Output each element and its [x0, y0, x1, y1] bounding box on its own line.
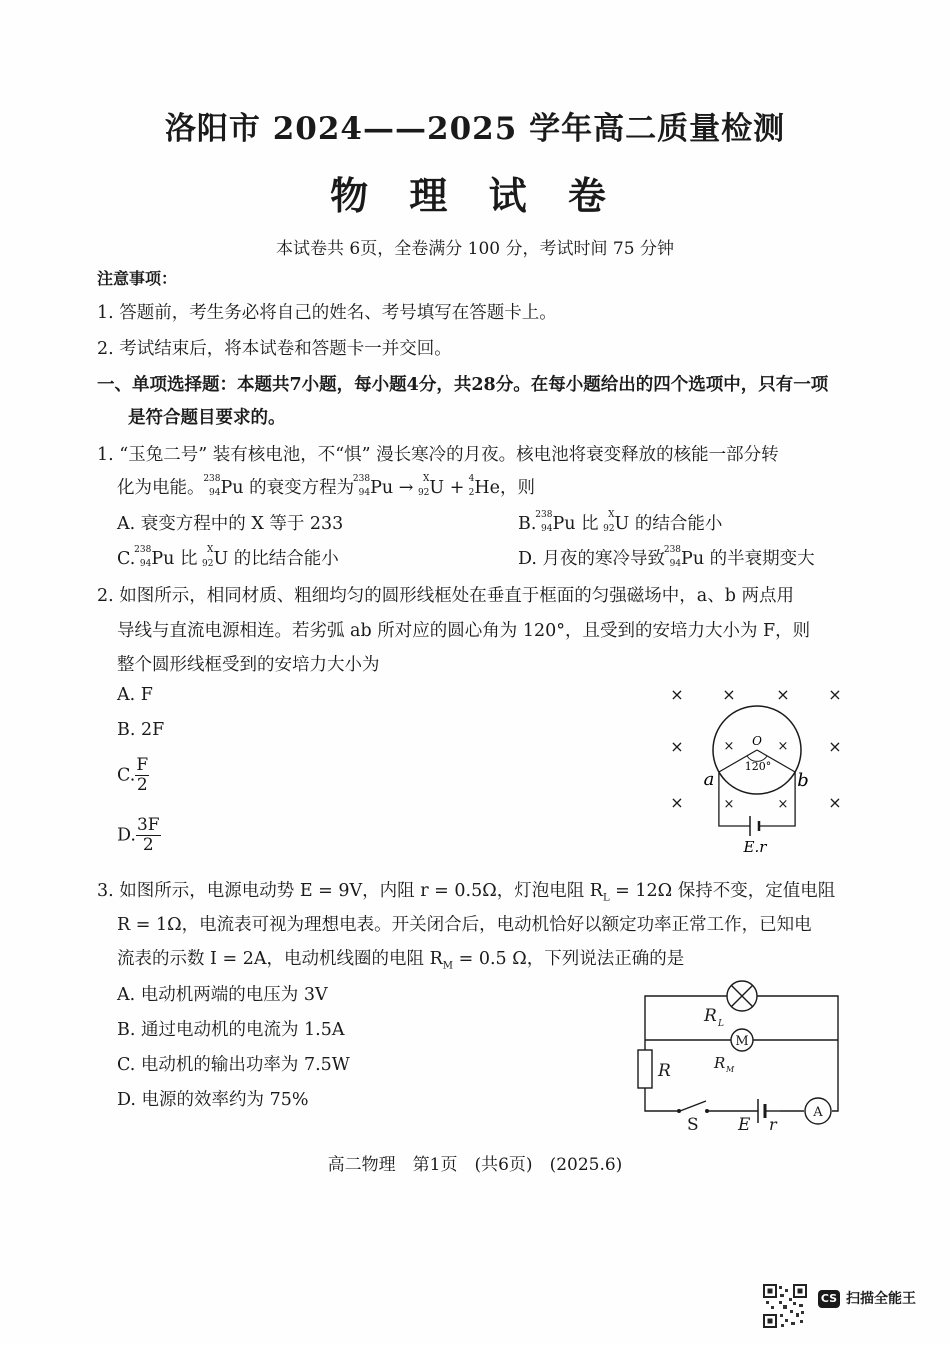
q2-magnetic-field-figure: [655, 678, 855, 868]
q1-stem-line1: 1. “玉兔二号” 装有核电池，不“惧” 漫长寒冷的月夜。核电池将衰变释放的核能一部分转: [97, 445, 779, 465]
emf-label: E: [738, 1115, 751, 1135]
q2-option-c: C. $\frac{F}{2}$: [117, 755, 149, 795]
wire-right-side: [832, 1040, 838, 1111]
note-item-1: 1. 答题前，考生务必将自己的姓名、考号填写在答题卡上。: [97, 303, 557, 323]
switch-contact: [705, 1109, 709, 1113]
lamp-label: R: [704, 1006, 717, 1026]
exam-title: 洛阳市 2024——2025 学年高二质量检测: [164, 111, 786, 147]
center-label: O: [752, 734, 762, 748]
q2-stem-line1: 2. 如图所示，相同材质、粗细均匀的圆形线框处在垂直于框面的匀强磁场中，a、b 两点用: [97, 586, 794, 606]
field-cross: ×: [828, 737, 842, 756]
field-cross: ×: [670, 685, 684, 704]
angle-label: 120°: [744, 760, 772, 773]
field-cross: ×: [670, 793, 684, 812]
wire-left-lower: [645, 1088, 678, 1111]
subject-title: 物 理 试 卷: [330, 173, 620, 218]
internal-resistance-label: r: [769, 1115, 777, 1134]
point-a-label: a: [703, 769, 715, 790]
field-cross: ×: [828, 793, 842, 812]
ammeter-symbol: A: [813, 1105, 823, 1120]
field-cross: ×: [670, 737, 684, 756]
field-cross: ×: [723, 739, 735, 754]
q1-option-d: D. 月夜的寒冷导致 238 94 Pu 的半衰期变大: [518, 545, 815, 569]
source-label: E.r: [743, 838, 767, 856]
q2-stem-line2: 导线与直流电源相连。若劣弧 ab 所对应的圆心角为 120°，且受到的安培力大小为 F，则: [117, 621, 811, 641]
section-heading-cont: 是符合题目要求的。: [128, 408, 286, 428]
section-heading: 一、单项选择题：本题共7小题，每小题4分，共28分。在每小题给出的四个选项中，只有一项: [97, 375, 829, 395]
q3-option-d: D. 电源的效率约为 75%: [117, 1090, 309, 1110]
switch-pivot: [677, 1109, 681, 1113]
q1-stem-line2: 化为电能。 238 94 Pu 的衰变方程为 238 94 Pu → X 92 U + 4 2 He，则: [117, 474, 535, 498]
point-b-label: b: [797, 770, 809, 791]
notes-heading: 注意事项：: [97, 269, 178, 288]
camscanner-name: 扫描全能王: [846, 1291, 916, 1307]
field-cross: ×: [776, 685, 790, 704]
q2-option-d: D. $\frac{3F}{2}$: [117, 815, 160, 855]
wire-top-right: [757, 996, 838, 1040]
q2-stem-line3: 整个圆形线框受到的安培力大小为: [117, 655, 380, 675]
q3-option-b: B. 通过电动机的电流为 1.5A: [117, 1020, 345, 1040]
resistor-label: R: [658, 1061, 671, 1081]
field-cross: ×: [723, 797, 735, 812]
q3-stem-line1: 3. 如图所示，电源电动势 E = 9V，内阻 r = 0.5Ω，灯泡电阻 $R_L = 12\Omega$ 保持不变，定值电阻: [97, 881, 836, 904]
motor-resistance-label: R: [714, 1054, 726, 1072]
exam-info: 本试卷共 6页，全卷满分 100 分，考试时间 75 分钟: [276, 239, 674, 259]
field-cross: ×: [777, 739, 789, 754]
field-cross: ×: [828, 685, 842, 704]
q2-option-a: A. F: [117, 685, 153, 705]
camscanner-logo-icon: CS: [818, 1290, 840, 1308]
field-cross: ×: [777, 797, 789, 812]
q2-option-b: B. 2F: [117, 720, 165, 740]
field-cross: ×: [722, 685, 736, 704]
lamp-label-sub: L: [718, 1019, 724, 1029]
switch-label: S: [687, 1115, 699, 1135]
q1-option-b: B. 238 94 Pu 比 X 92 U 的结合能小: [518, 510, 723, 534]
q3-stem-line2: R = 1Ω，电流表可视为理想电表。开关闭合后，电动机恰好以额定功率正常工作，已知电: [117, 915, 812, 935]
motor-symbol: M: [735, 1034, 749, 1049]
switch-blade: [680, 1101, 706, 1111]
q3-circuit-figure: [620, 978, 850, 1138]
motor-resistance-sub: M: [726, 1065, 735, 1074]
q1-option-a: A. 衰变方程中的 X 等于 233: [117, 514, 344, 534]
resistor-r: [638, 1050, 652, 1088]
qr-code-icon: [763, 1284, 807, 1328]
q3-stem-line3: 流表的示数 I = 2A，电动机线圈的电阻 $R_M = 0.5$ Ω，下列说法正确的是: [117, 949, 685, 972]
note-item-2: 2. 考试结束后，将本试卷和答题卡一并交回。: [97, 339, 452, 359]
q3-option-c: C. 电动机的输出功率为 7.5W: [117, 1055, 350, 1075]
q3-option-a: A. 电动机两端的电压为 3V: [117, 985, 328, 1005]
q1-option-c: C. 238 94 Pu 比 X 92 U 的比结合能小: [117, 545, 339, 569]
page-footer: 高二物理 第1页 (共6页) (2025.6): [327, 1155, 623, 1175]
